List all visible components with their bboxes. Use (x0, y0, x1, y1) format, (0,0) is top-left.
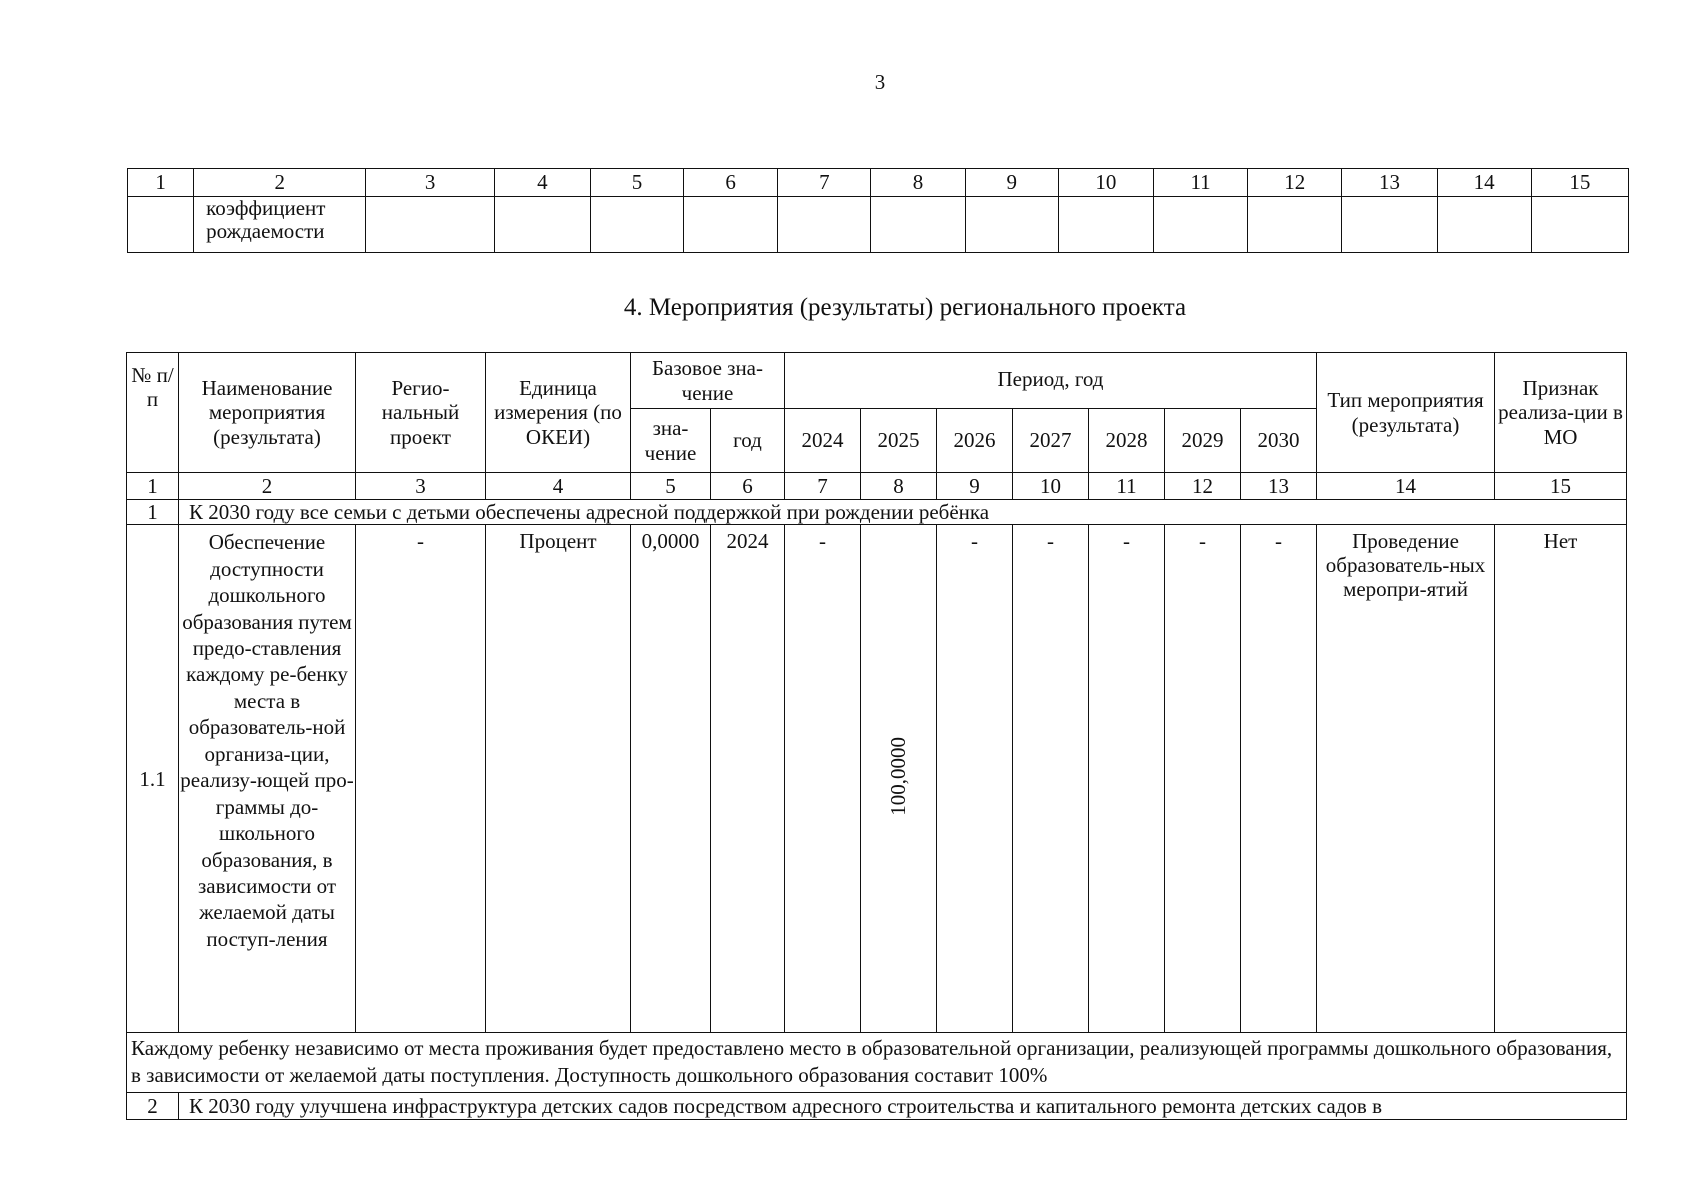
header-year: 2024 (785, 409, 861, 473)
activity-row (127, 525, 1627, 1033)
column-number: 1 (127, 473, 179, 500)
column-number: 15 (1531, 169, 1628, 197)
goal-text: К 2030 году все семьи с детьми обеспечены адресной поддержкой при рождении ребёнка (179, 500, 1627, 525)
continuation-table (127, 168, 1629, 253)
header-base: Базовое зна-чение (631, 353, 785, 409)
column-number: 7 (785, 473, 861, 500)
column-number: 4 (486, 473, 631, 500)
header-year: 2030 (1241, 409, 1317, 473)
column-number: 10 (1058, 169, 1153, 197)
goal-row (127, 1092, 1627, 1119)
activity-value-2026: - (937, 525, 1013, 1033)
activity-name: Обеспечение доступности дошкольного образования путем предо-ставления каждому ре-бенку места в образователь-ной организа-ции, реализу-ющей про-граммы до-школьного образования, в зависимости от желаемой даты поступ-ления (179, 525, 356, 1033)
header-num: № п/п (127, 353, 179, 473)
column-number: 4 (494, 169, 590, 197)
header-row (127, 353, 1627, 409)
activity-type: Проведение образователь-ных меропри-ятий (1317, 525, 1495, 1033)
activity-value-2024: - (785, 525, 861, 1033)
column-number-row (128, 169, 1629, 197)
header-year: 2029 (1165, 409, 1241, 473)
column-number: 10 (1013, 473, 1089, 500)
page-number: 3 (874, 70, 886, 94)
column-number: 1 (128, 169, 194, 197)
activities-table (126, 352, 1627, 1120)
column-number: 11 (1089, 473, 1165, 500)
column-number: 14 (1437, 169, 1531, 197)
column-number: 8 (871, 169, 965, 197)
goal-num: 1 (127, 500, 179, 525)
goal-row (127, 500, 1627, 525)
activity-regional: - (356, 525, 486, 1033)
header-base-year: год (711, 409, 785, 473)
table-row (128, 197, 1629, 253)
column-number: 5 (590, 169, 683, 197)
column-number: 13 (1241, 473, 1317, 500)
column-number: 15 (1495, 473, 1627, 500)
activity-value-2030: - (1241, 525, 1317, 1033)
column-number: 5 (631, 473, 711, 500)
activity-num: 1.1 (127, 525, 179, 1033)
indicator-name: коэффициент рождаемости (194, 197, 366, 253)
header-sign: Признак реализа-ции в МО (1495, 353, 1627, 473)
activity-value-2027: - (1013, 525, 1089, 1033)
header-year: 2027 (1013, 409, 1089, 473)
column-number: 11 (1153, 169, 1247, 197)
header-regional: Регио-нальный проект (356, 353, 486, 473)
goal-num: 2 (127, 1092, 179, 1119)
column-number: 2 (194, 169, 366, 197)
summary-row (127, 1033, 1627, 1093)
header-period: Период, год (785, 353, 1317, 409)
column-number: 7 (778, 169, 871, 197)
activity-value-2025-cell (861, 525, 937, 1033)
column-number: 9 (937, 473, 1013, 500)
activity-value-2025: 100,0000 (886, 736, 911, 816)
header-year: 2025 (861, 409, 937, 473)
activity-base-value: 0,0000 (631, 525, 711, 1033)
activity-unit: Процент (486, 525, 631, 1033)
activity-value-2029: - (1165, 525, 1241, 1033)
activity-base-year: 2024 (711, 525, 785, 1033)
section-title: 4. Мероприятия (результаты) регионального проекта (623, 294, 1187, 321)
header-year: 2028 (1089, 409, 1165, 473)
header-year: 2026 (937, 409, 1013, 473)
header-type: Тип мероприятия (результата) (1317, 353, 1495, 473)
column-number: 9 (965, 169, 1058, 197)
result-summary: Каждому ребенку независимо от места проживания будет предоставлено место в образовательной организации, реализующей программы дошкольного образования, в зависимости от желаемой даты поступления. Доступность дошкольного образования составит 100% (127, 1033, 1627, 1093)
activity-sign: Нет (1495, 525, 1627, 1033)
column-number: 8 (861, 473, 937, 500)
column-number: 6 (684, 169, 778, 197)
header-base-value: зна-чение (631, 409, 711, 473)
header-name: Наименование мероприятия (результата) (179, 353, 356, 473)
header-unit: Единица измерения (по ОКЕИ) (486, 353, 631, 473)
column-number: 14 (1317, 473, 1495, 500)
activity-value-2028: - (1089, 525, 1165, 1033)
column-number-row (127, 473, 1627, 500)
column-number: 13 (1342, 169, 1437, 197)
column-number: 2 (179, 473, 356, 500)
column-number: 3 (356, 473, 486, 500)
column-number: 3 (366, 169, 494, 197)
column-number: 12 (1165, 473, 1241, 500)
goal-text: К 2030 году улучшена инфраструктура детских садов посредством адресного строительства и капитального ремонта детских садов в (179, 1092, 1627, 1119)
column-number: 6 (711, 473, 785, 500)
column-number: 12 (1248, 169, 1342, 197)
